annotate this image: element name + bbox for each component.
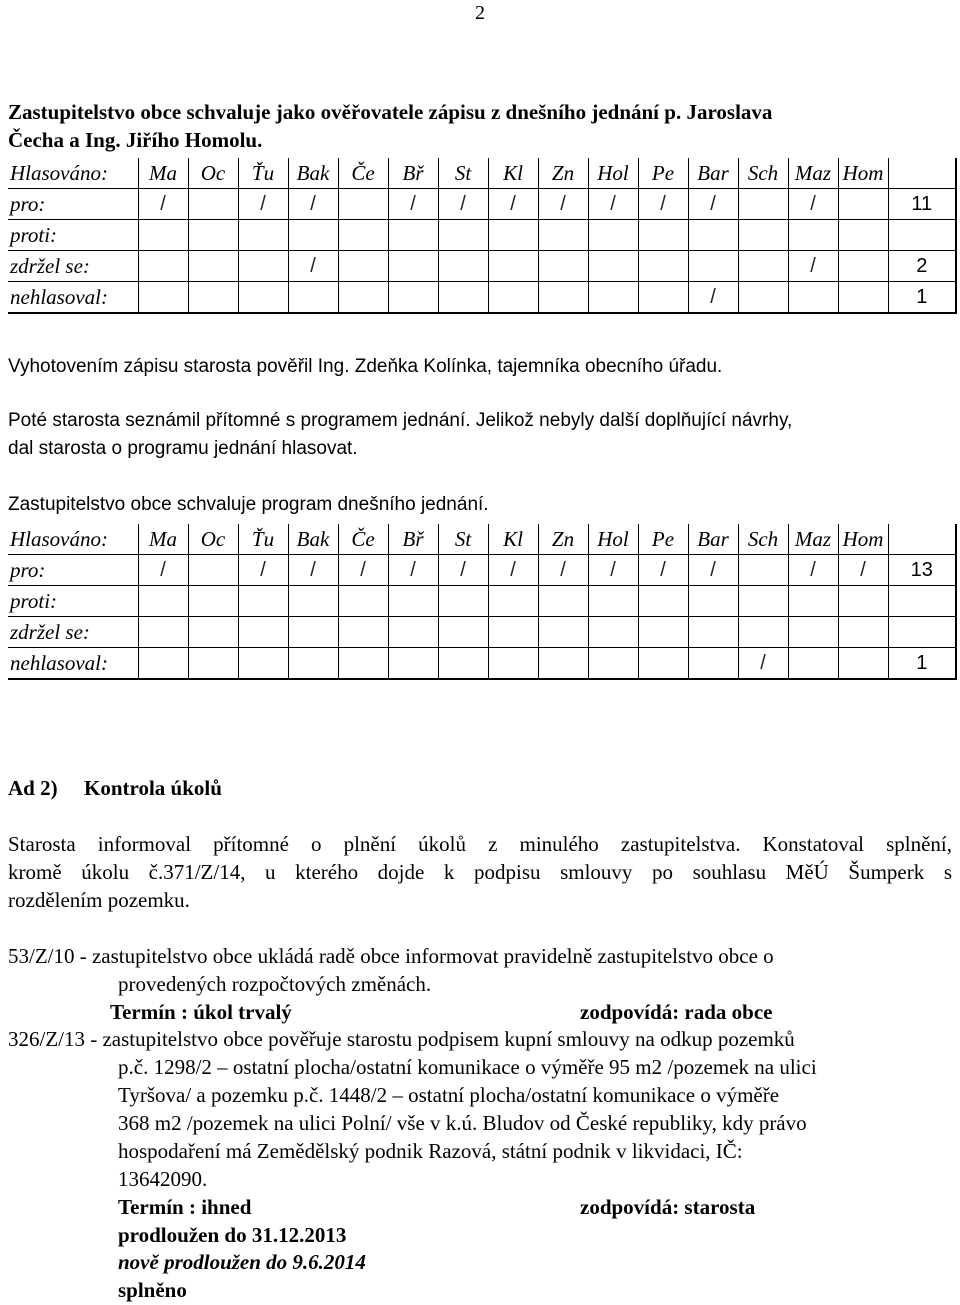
vote-header-row xyxy=(8,524,956,555)
vote-column-header: Sch xyxy=(738,158,788,189)
vote-column-header: Če xyxy=(338,158,388,189)
vote-mark xyxy=(588,617,638,648)
ad2-para-line1: Starosta informoval přítomné o plnění úkolů z minulého zastupitelstva. Konstatoval splnění, xyxy=(8,832,952,856)
task1-line2: provedených rozpočtových změnách. xyxy=(118,972,432,996)
vote-row-total xyxy=(888,617,956,648)
vote-mark xyxy=(738,189,788,220)
vote-mark xyxy=(338,251,388,282)
vote-mark: / xyxy=(688,282,738,314)
vote-mark xyxy=(588,586,638,617)
vote-row xyxy=(8,251,956,282)
vote-mark: / xyxy=(338,555,388,586)
vote-mark xyxy=(688,617,738,648)
vote-mark xyxy=(638,648,688,680)
vote-column-header: Ťu xyxy=(238,524,288,555)
vote-mark xyxy=(738,555,788,586)
vote-mark xyxy=(138,648,188,680)
vote-mark xyxy=(538,617,588,648)
vote-mark xyxy=(188,220,238,251)
vote-mark xyxy=(338,282,388,314)
vote-mark xyxy=(488,220,538,251)
vote-mark xyxy=(388,220,438,251)
vote-mark xyxy=(338,220,388,251)
vote-row xyxy=(8,586,956,617)
vote-column-header: Ma xyxy=(138,158,188,189)
vote-mark: / xyxy=(488,189,538,220)
vote-mark: / xyxy=(738,648,788,680)
page-number: 2 xyxy=(475,2,485,24)
vote-column-header: Bar xyxy=(688,524,738,555)
vote-column-header: Maz xyxy=(788,524,838,555)
vote-mark xyxy=(838,617,888,648)
vote-mark: / xyxy=(488,555,538,586)
vote-column-header: Ťu xyxy=(238,158,288,189)
vote-row-total xyxy=(888,586,956,617)
ad2-para-line3: rozdělením pozemku. xyxy=(8,888,190,912)
vote-mark xyxy=(588,282,638,314)
task2-status: splněno xyxy=(118,1278,187,1302)
vote-row-total xyxy=(888,220,956,251)
vote-mark xyxy=(238,251,288,282)
task1-responsible: zodpovídá: rada obce xyxy=(580,1000,773,1024)
vote-mark xyxy=(338,189,388,220)
vote-mark xyxy=(638,220,688,251)
vote-row xyxy=(8,220,956,251)
vote-mark: / xyxy=(588,189,638,220)
vote-mark: / xyxy=(288,251,338,282)
vote-row-total: 11 xyxy=(888,189,956,220)
task2-extended-again: nově prodloužen do 9.6.2014 xyxy=(118,1250,366,1274)
section2-heading: Zastupitelstvo obce schvaluje program dnešního jednání. xyxy=(8,494,489,515)
vote-mark: / xyxy=(238,555,288,586)
vote-row-total: 2 xyxy=(888,251,956,282)
vote-row-label: pro: xyxy=(8,555,138,586)
vote-mark: / xyxy=(288,555,338,586)
vote-mark xyxy=(638,282,688,314)
task2-line3: Tyršova/ a pozemku p.č. 1448/2 – ostatní plocha/ostatní komunikace o výměře xyxy=(118,1083,780,1107)
vote-mark xyxy=(188,282,238,314)
vote-column-header: Kl xyxy=(488,524,538,555)
task2-line4: 368 m2 /pozemek na ulici Polní/ vše v k.ú. Bludov od České republiky, kdy právo xyxy=(118,1111,807,1135)
vote-column-header: Ma xyxy=(138,524,188,555)
vote-mark xyxy=(438,586,488,617)
vote-mark xyxy=(138,220,188,251)
para-program-line2: dal starosta o programu jednání hlasovat. xyxy=(8,438,358,459)
vote-mark xyxy=(188,555,238,586)
vote-column-header: Če xyxy=(338,524,388,555)
vote-table-2 xyxy=(8,524,957,680)
vote-column-header: Pe xyxy=(638,524,688,555)
vote-column-header: Kl xyxy=(488,158,538,189)
vote-mark xyxy=(138,586,188,617)
vote-mark xyxy=(788,282,838,314)
vote-mark: / xyxy=(838,555,888,586)
vote-header-label: Hlasováno: xyxy=(10,160,108,185)
vote-mark xyxy=(388,617,438,648)
task2-line2: p.č. 1298/2 – ostatní plocha/ostatní komunikace o výměře 95 m2 /pozemek na ulici xyxy=(118,1055,817,1079)
vote-mark xyxy=(138,617,188,648)
vote-mark xyxy=(688,586,738,617)
para-secretary: Vyhotovením zápisu starosta pověřil Ing. Zdeňka Kolínka, tajemníka obecního úřadu. xyxy=(8,356,723,377)
vote-mark xyxy=(638,586,688,617)
vote-mark xyxy=(238,220,288,251)
vote-row xyxy=(8,555,956,586)
vote-mark: / xyxy=(638,555,688,586)
vote-row-total: 1 xyxy=(888,282,956,314)
vote-mark xyxy=(838,282,888,314)
vote-mark xyxy=(738,251,788,282)
vote-row-label: nehlasoval: xyxy=(8,648,138,680)
ad2-number: Ad 2) xyxy=(8,776,58,800)
vote-mark xyxy=(788,648,838,680)
vote-mark xyxy=(238,617,288,648)
vote-mark xyxy=(538,648,588,680)
vote-mark xyxy=(288,586,338,617)
vote-row xyxy=(8,617,956,648)
vote-total-header xyxy=(888,524,956,555)
vote-mark xyxy=(538,586,588,617)
vote-mark xyxy=(738,586,788,617)
ad2-para-line2: kromě úkolu č.371/Z/14, u kterého dojde k podpisu smlouvy po souhlasu MěÚ Šumperk s xyxy=(8,860,952,884)
vote-mark xyxy=(388,586,438,617)
ad2-title: Kontrola úkolů xyxy=(84,776,222,800)
vote-mark: / xyxy=(288,189,338,220)
vote-mark xyxy=(638,251,688,282)
vote-mark xyxy=(588,648,638,680)
section1-heading-line1: Zastupitelstvo obce schvaluje jako ověřovatele zápisu z dnešního jednání p. Jaroslava xyxy=(8,100,773,124)
vote-mark xyxy=(838,251,888,282)
vote-mark xyxy=(788,220,838,251)
vote-mark xyxy=(388,251,438,282)
vote-mark xyxy=(538,282,588,314)
vote-mark xyxy=(638,617,688,648)
vote-mark: / xyxy=(688,189,738,220)
task2-term: Termín : ihned xyxy=(118,1195,252,1219)
vote-mark xyxy=(288,648,338,680)
vote-column-header: Hom xyxy=(838,524,888,555)
vote-column-header: Pe xyxy=(638,158,688,189)
vote-row-label: pro: xyxy=(8,189,138,220)
vote-mark xyxy=(788,586,838,617)
vote-mark xyxy=(288,617,338,648)
vote-mark xyxy=(188,648,238,680)
vote-total-header xyxy=(888,158,956,189)
vote-row-label: proti: xyxy=(8,220,138,251)
vote-column-header: Maz xyxy=(788,158,838,189)
vote-row xyxy=(8,282,956,314)
vote-column-header: Sch xyxy=(738,524,788,555)
vote-mark xyxy=(438,282,488,314)
vote-mark: / xyxy=(388,189,438,220)
vote-mark xyxy=(588,251,638,282)
vote-mark: / xyxy=(788,251,838,282)
vote-mark xyxy=(838,189,888,220)
vote-column-header: Hol xyxy=(588,158,638,189)
vote-column-header: Bř xyxy=(388,524,438,555)
vote-mark xyxy=(838,648,888,680)
vote-mark xyxy=(738,282,788,314)
vote-mark xyxy=(188,586,238,617)
vote-mark xyxy=(488,648,538,680)
vote-header-label: Hlasováno: xyxy=(10,526,108,551)
vote-row-label: zdržel se: xyxy=(8,617,138,648)
task2-responsible: zodpovídá: starosta xyxy=(580,1195,756,1219)
vote-mark xyxy=(688,220,738,251)
vote-column-header: Bř xyxy=(388,158,438,189)
vote-mark xyxy=(688,648,738,680)
vote-mark xyxy=(338,617,388,648)
vote-mark xyxy=(738,220,788,251)
vote-column-header: Oc xyxy=(188,158,238,189)
vote-row xyxy=(8,648,956,680)
vote-mark xyxy=(388,648,438,680)
vote-column-header: Zn xyxy=(538,524,588,555)
vote-mark: / xyxy=(138,189,188,220)
vote-mark: / xyxy=(438,189,488,220)
vote-mark xyxy=(588,220,638,251)
vote-mark: / xyxy=(438,555,488,586)
vote-mark xyxy=(338,586,388,617)
vote-mark xyxy=(488,617,538,648)
vote-column-header: St xyxy=(438,524,488,555)
vote-mark: / xyxy=(138,555,188,586)
vote-row-total: 1 xyxy=(888,648,956,680)
vote-mark xyxy=(338,648,388,680)
vote-mark xyxy=(188,189,238,220)
vote-mark: / xyxy=(538,555,588,586)
vote-row xyxy=(8,189,956,220)
vote-column-header: St xyxy=(438,158,488,189)
vote-mark xyxy=(838,586,888,617)
vote-mark: / xyxy=(588,555,638,586)
vote-mark xyxy=(138,251,188,282)
vote-column-header: Bak xyxy=(288,524,338,555)
task2-extended: prodloužen do 31.12.2013 xyxy=(118,1223,347,1247)
vote-row-total: 13 xyxy=(888,555,956,586)
vote-mark xyxy=(188,251,238,282)
vote-header-row xyxy=(8,158,956,189)
vote-mark xyxy=(438,648,488,680)
vote-mark xyxy=(488,282,538,314)
vote-mark xyxy=(538,251,588,282)
section1-heading-line2: Čecha a Ing. Jiřího Homolu. xyxy=(8,128,263,152)
vote-mark: / xyxy=(688,555,738,586)
vote-mark xyxy=(238,648,288,680)
vote-column-header: Hol xyxy=(588,524,638,555)
vote-mark xyxy=(538,220,588,251)
task2-line5: hospodaření má Zemědělský podnik Razová, státní podnik v likvidaci, IČ: xyxy=(118,1139,743,1163)
vote-mark xyxy=(688,251,738,282)
para-program-line1: Poté starosta seznámil přítomné s programem jednání. Jelikož nebyly další doplňující návrhy, xyxy=(8,410,793,431)
task1-term: Termín : úkol trvalý xyxy=(110,1000,292,1024)
task2-line6: 13642090. xyxy=(118,1167,208,1191)
vote-mark: / xyxy=(788,555,838,586)
vote-column-header: Bak xyxy=(288,158,338,189)
vote-table-1 xyxy=(8,158,957,314)
vote-column-header: Oc xyxy=(188,524,238,555)
vote-mark xyxy=(738,617,788,648)
vote-mark xyxy=(188,617,238,648)
vote-column-header: Zn xyxy=(538,158,588,189)
vote-row-label: zdržel se: xyxy=(8,251,138,282)
vote-mark xyxy=(388,282,438,314)
vote-mark xyxy=(288,220,338,251)
vote-column-header: Bar xyxy=(688,158,738,189)
vote-mark xyxy=(438,251,488,282)
vote-row-label: proti: xyxy=(8,586,138,617)
task2-line1: 326/Z/13 - zastupitelstvo obce pověřuje starostu podpisem kupní smlouvy na odkup pozemků xyxy=(8,1027,795,1051)
task1-line1: 53/Z/10 - zastupitelstvo obce ukládá radě obce informovat pravidelně zastupitelstvo obce o xyxy=(8,944,774,968)
vote-mark: / xyxy=(238,189,288,220)
vote-mark xyxy=(488,251,538,282)
vote-mark xyxy=(438,220,488,251)
vote-mark xyxy=(438,617,488,648)
vote-mark xyxy=(488,586,538,617)
vote-column-header: Hom xyxy=(838,158,888,189)
vote-mark xyxy=(838,220,888,251)
vote-mark xyxy=(238,586,288,617)
vote-mark: / xyxy=(388,555,438,586)
vote-mark xyxy=(238,282,288,314)
vote-row-label: nehlasoval: xyxy=(8,282,138,314)
vote-mark: / xyxy=(788,189,838,220)
vote-mark: / xyxy=(638,189,688,220)
vote-mark xyxy=(288,282,338,314)
vote-mark xyxy=(788,617,838,648)
vote-mark xyxy=(138,282,188,314)
vote-mark: / xyxy=(538,189,588,220)
